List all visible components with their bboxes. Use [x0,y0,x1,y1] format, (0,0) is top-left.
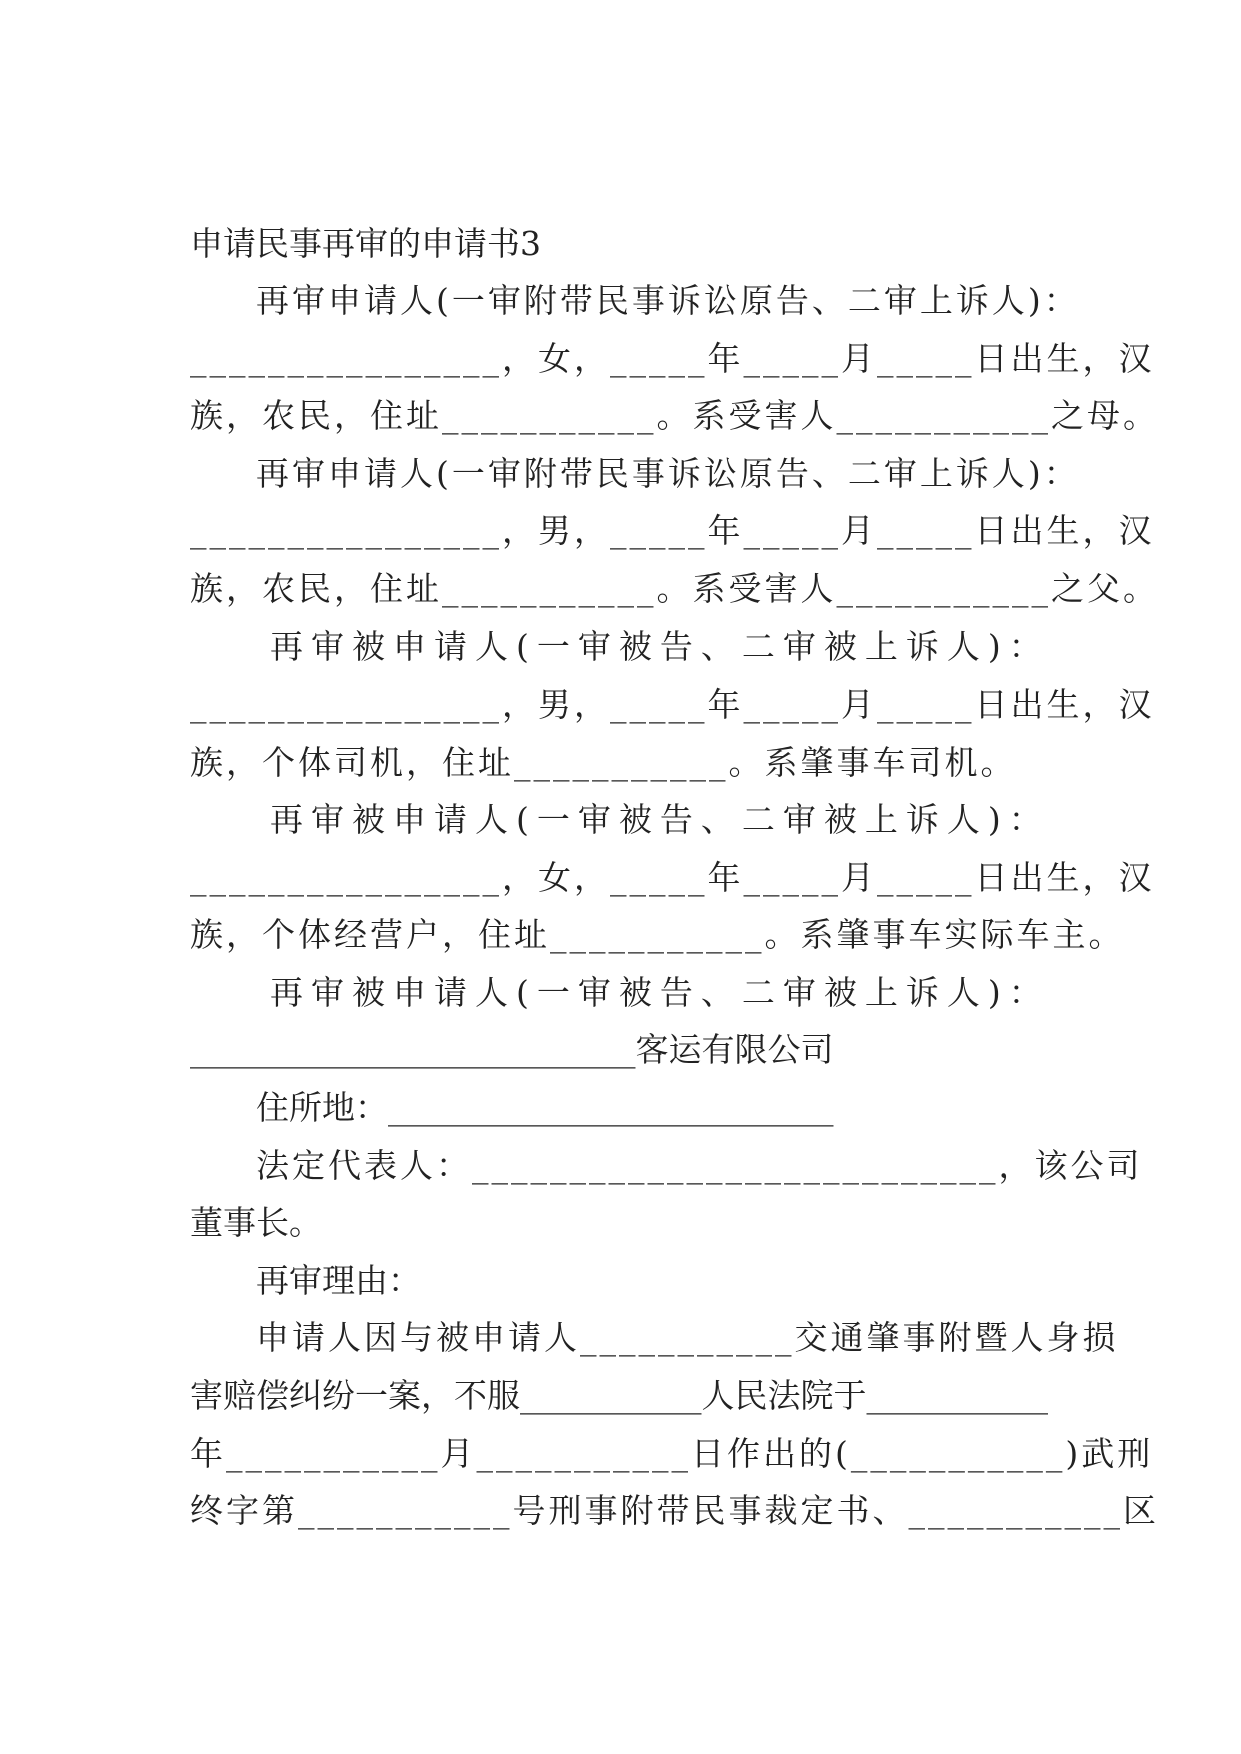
paragraph-line: 住所地：___________________________ [256,1088,834,1127]
paragraph-line: 法定代表人：___________________________，该公司 [256,1146,1143,1185]
paragraph-line: 再审被申请人(一审被告、二审被上诉人)： [270,627,1050,666]
paragraph-line: 族，农民，住址___________。系受害人___________之父。 [190,569,1159,608]
paragraph-line: 族，农民，住址___________。系受害人___________之母。 [190,396,1159,435]
document-title: 申请民事再审的申请书3 [190,224,541,263]
paragraph-line: 族，个体司机，住址___________。系肇事车司机。 [190,743,1017,782]
paragraph-line: 再审申请人(一审附带民事诉讼原告、二审上诉人)： [256,454,1080,493]
paragraph-line: ________________，女，_____年_____月_____日出生，汉 [190,339,1155,378]
paragraph-line: ________________，女，_____年_____月_____日出生，汉 [190,858,1155,897]
paragraph-line: ________________，男，_____年_____月_____日出生，汉 [190,685,1155,724]
paragraph-line: 再审被申请人(一审被告、二审被上诉人)： [270,973,1050,1012]
paragraph-line: ___________________________客运有限公司 [190,1030,834,1069]
paragraph-line: 终字第___________号刑事附带民事裁定书、___________区 [190,1491,1159,1530]
paragraph-line: 害赔偿纠纷一案，不服___________人民法院于___________ [190,1376,1048,1415]
section-heading: 再审理由： [256,1261,421,1300]
paragraph-line: 再审申请人(一审附带民事诉讼原告、二审上诉人)： [256,281,1080,320]
paragraph-line: ________________，男，_____年_____月_____日出生，汉 [190,511,1155,550]
paragraph-line: 族，个体经营户，住址___________。系肇事车实际车主。 [190,915,1125,954]
paragraph-line: 年___________月___________日作出的(___________)武刑 [190,1434,1154,1473]
paragraph-line: 再审被申请人(一审被告、二审被上诉人)： [270,800,1050,839]
paragraph-line: 董事长。 [190,1203,322,1242]
paragraph-line: 申请人因与被申请人___________交通肇事附暨人身损 [256,1318,1119,1357]
